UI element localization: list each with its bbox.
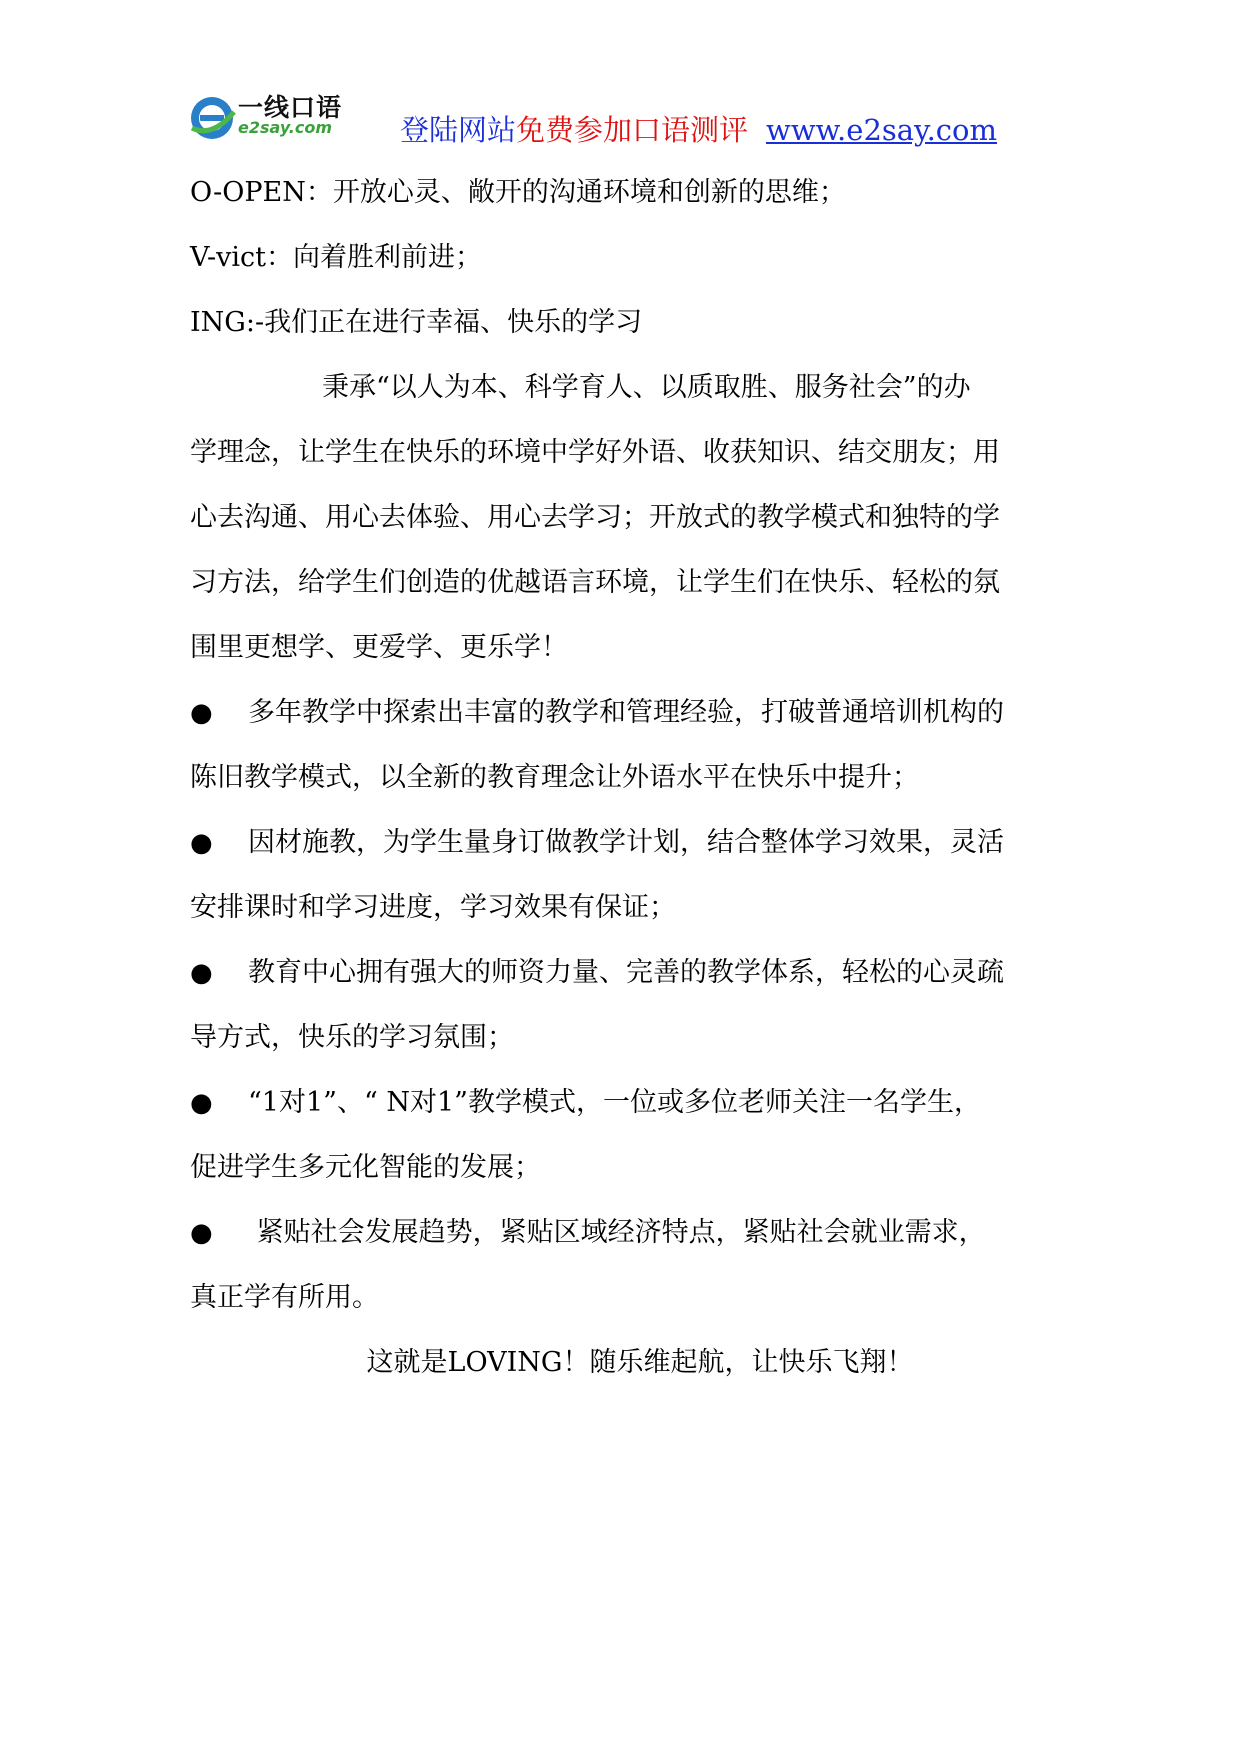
banner-free-test-text: 免费参加口语测评 xyxy=(516,113,749,147)
bullet-text: 紧贴社会发展趋势，紧贴区域经济特点，紧贴社会就业需求， xyxy=(248,1217,986,1248)
header-banner xyxy=(400,108,997,149)
text-line-open: O-OPEN：开放心灵、敞开的沟通环境和创新的思维； xyxy=(190,177,846,208)
paragraph-line: 心去沟通、用心去体验、用心去学习；开放式的教学模式和独特的学 xyxy=(190,502,1000,533)
paragraph-line: 秉承“以人为本、科学育人、以质取胜、服务社会”的办 xyxy=(322,372,971,403)
bullet-icon: ● xyxy=(190,698,213,728)
text-line-ing: ING:-我们正在进行幸福、快乐的学习 xyxy=(190,307,643,338)
logo-text-cn: 一线口语 xyxy=(238,93,343,122)
bullet-text-continued: 导方式，快乐的学习氛围； xyxy=(190,1022,514,1053)
closing-line: 这就是LOVING！随乐维起航，让快乐飞翔！ xyxy=(366,1347,914,1378)
text-line-vict: V-vict：向着胜利前进； xyxy=(190,242,483,273)
bullet-item xyxy=(190,940,1070,1070)
document-body xyxy=(190,160,1070,1395)
bullet-text: 多年教学中探索出丰富的教学和管理经验，打破普通培训机构的 xyxy=(248,697,1004,728)
bullet-item xyxy=(190,680,1070,810)
bullet-item xyxy=(190,1070,1070,1200)
page-header xyxy=(188,86,1088,156)
bullet-text: 教育中心拥有强大的师资力量、完善的教学体系，轻松的心灵疏 xyxy=(248,957,1004,988)
bullet-text: “1对1”、“ N对1”教学模式，一位或多位老师关注一名学生， xyxy=(248,1087,981,1118)
bullet-text-continued: 促进学生多元化智能的发展； xyxy=(190,1152,541,1183)
banner-url-link[interactable]: www.e2say.com xyxy=(766,113,998,147)
bullet-text-continued: 真正学有所用。 xyxy=(190,1282,379,1313)
bullet-icon: ● xyxy=(190,1088,213,1118)
e2say-logo xyxy=(188,86,358,146)
bullet-icon: ● xyxy=(190,958,213,988)
philosophy-paragraph xyxy=(190,355,1070,680)
bullet-text-continued: 安排课时和学习进度，学习效果有保证； xyxy=(190,892,676,923)
paragraph-line: 学理念，让学生在快乐的环境中学好外语、收获知识、结交朋友；用 xyxy=(190,437,1000,468)
paragraph-line: 围里更想学、更爱学、更乐学！ xyxy=(190,632,568,663)
bullet-text-continued: 陈旧教学模式，以全新的教育理念让外语水平在快乐中提升； xyxy=(190,762,919,793)
bullet-icon: ● xyxy=(190,828,213,858)
bullet-icon: ● xyxy=(190,1218,213,1248)
paragraph-line: 习方法，给学生们创造的优越语言环境，让学生们在快乐、轻松的氛 xyxy=(190,567,1000,598)
bullet-text: 因材施教，为学生量身订做教学计划，结合整体学习效果，灵活 xyxy=(248,827,1004,858)
bullet-item xyxy=(190,810,1070,940)
e-logo-icon xyxy=(188,94,236,142)
banner-login-text: 登陆网站 xyxy=(400,113,517,147)
bullet-item xyxy=(190,1200,1070,1330)
logo-text-en: e2say.com xyxy=(238,118,332,137)
